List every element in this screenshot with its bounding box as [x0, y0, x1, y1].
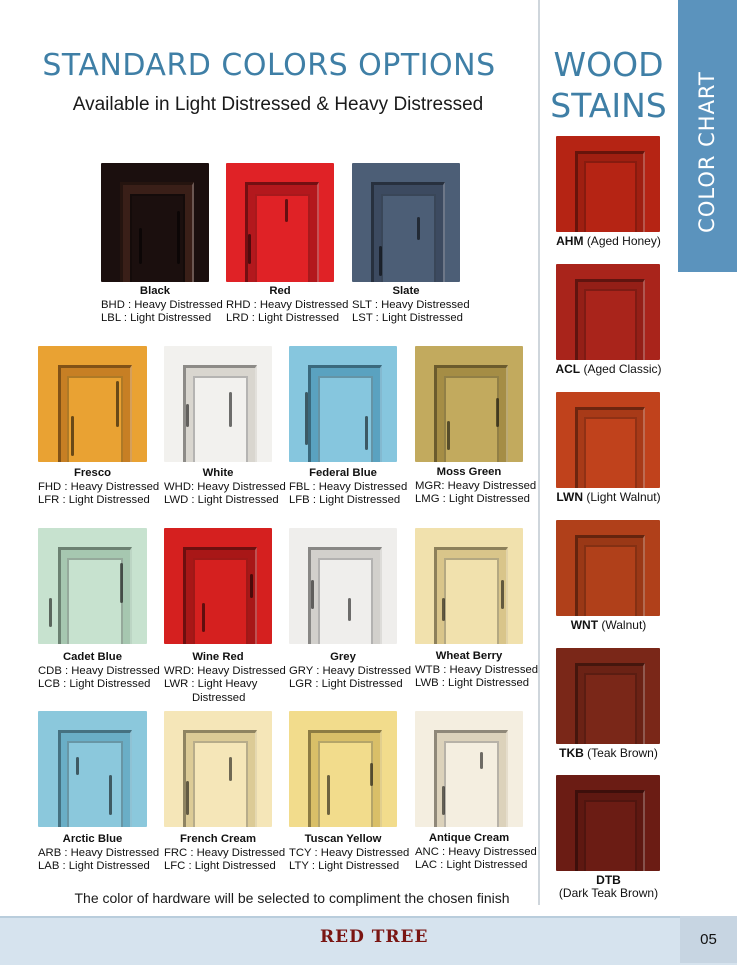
- stain-door-image: [556, 136, 660, 232]
- page-subtitle: Available in Light Distressed & Heavy Distressed: [72, 94, 484, 115]
- door-panel: [67, 376, 123, 462]
- swatch-code-row: [415, 664, 539, 678]
- distress-mark: [417, 217, 420, 241]
- swatch-door-image: [101, 163, 209, 282]
- page-number: 05: [680, 916, 737, 963]
- swatch-code: LBL: [101, 312, 124, 324]
- distress-mark: [379, 246, 382, 276]
- distress-mark: [139, 228, 142, 264]
- swatch-door-image: [415, 711, 523, 827]
- swatch-caption: [38, 651, 163, 692]
- swatch-finish: : Light Distressed: [188, 860, 276, 872]
- swatch-code: LFB: [289, 494, 313, 506]
- swatch-caption: [289, 651, 413, 692]
- distress-mark: [71, 416, 74, 457]
- swatch-code: RHD: [226, 298, 254, 311]
- swatch-code: ANC: [415, 845, 442, 858]
- swatch-code: CDB: [38, 664, 65, 677]
- swatch-code: LMG: [415, 493, 443, 505]
- door-panel: [444, 741, 499, 827]
- swatch-finish: : Heavy Distressed: [190, 846, 286, 859]
- distress-mark: [229, 392, 232, 427]
- swatch-finish: : Light Distressed: [191, 494, 279, 506]
- swatch-finish: : Heavy Distressed: [442, 845, 537, 858]
- color-chart-tab-label: COLOR CHART: [695, 71, 719, 233]
- stain-caption: [541, 363, 676, 376]
- swatch-caption: [289, 833, 413, 874]
- stain-door-image: [556, 264, 660, 360]
- swatch-caption: [38, 833, 163, 874]
- swatch-code-row: [289, 481, 413, 495]
- swatch-finish: : Light Distressed: [62, 860, 150, 872]
- swatch-finish-continued: Distressed: [192, 691, 246, 704]
- stain-door-image: [556, 648, 660, 744]
- swatch-code-row: [164, 678, 288, 692]
- swatch-code: WTB: [415, 663, 444, 676]
- door-panel: [584, 417, 637, 488]
- stain-name: (Teak Brown): [587, 746, 658, 760]
- column-divider: [538, 0, 540, 905]
- distress-mark: [177, 211, 180, 265]
- swatch-name: Wine Red: [192, 651, 244, 663]
- swatch-door-image: [38, 711, 147, 827]
- distress-mark: [186, 781, 189, 816]
- swatch-code-row: [289, 494, 413, 508]
- swatch-finish: : Heavy Distressed: [65, 664, 160, 677]
- swatch-caption: [226, 285, 350, 326]
- swatch-name: Federal Blue: [309, 467, 377, 479]
- swatch-finish: : Heavy Distressed: [443, 663, 539, 676]
- distress-mark: [442, 786, 445, 815]
- stain-name: (Aged Honey): [586, 234, 661, 248]
- swatch-code-row: [226, 312, 350, 326]
- distress-mark: [447, 421, 450, 450]
- distress-mark: [365, 416, 368, 451]
- swatch-name: Cadet Blue: [62, 651, 122, 663]
- swatch-code-row: [38, 481, 163, 495]
- swatch-code: LTY: [289, 860, 312, 872]
- distress-mark: [76, 757, 79, 774]
- swatch-name: Red: [269, 285, 291, 297]
- swatch-caption: [352, 285, 476, 326]
- swatch-door-image: [226, 163, 334, 282]
- distress-mark: [285, 199, 288, 223]
- door-panel: [584, 161, 637, 232]
- swatch-finish: : Light Distressed: [440, 859, 528, 871]
- distress-mark: [250, 574, 253, 597]
- stain-door-image: [556, 520, 660, 616]
- swatch-code: LFC: [164, 860, 189, 872]
- swatch-finish: : Light Distressed: [312, 494, 401, 506]
- swatch-code-row: [415, 677, 539, 691]
- swatch-code-row: [164, 860, 288, 874]
- swatch-door-image: [415, 346, 523, 462]
- swatch-code-row: [289, 678, 413, 692]
- door-panel: [381, 194, 436, 282]
- swatch-code-row: [415, 846, 539, 860]
- swatch-finish: : Light Distressed: [441, 677, 530, 689]
- stain-caption: [541, 747, 676, 760]
- distress-mark: [229, 757, 232, 780]
- wood-stains-title-line2: STAINS: [550, 86, 667, 125]
- swatch-name: White: [202, 467, 234, 479]
- stain-code: DTB: [596, 873, 621, 887]
- stain-code: AHM: [556, 234, 584, 248]
- swatch-code-row: [415, 859, 539, 873]
- stain-door-image: [556, 392, 660, 488]
- swatch-code-row: [38, 860, 163, 874]
- swatch-finish: : Light Distressed: [251, 312, 340, 324]
- door-panel: [584, 800, 637, 871]
- swatch-code: BHD: [101, 298, 128, 311]
- swatch-caption: [38, 467, 163, 508]
- door-panel: [584, 673, 637, 744]
- page-title: STANDARD COLORS OPTIONS: [42, 48, 496, 83]
- swatch-name: French Cream: [180, 833, 256, 845]
- distress-mark: [186, 404, 189, 427]
- swatch-caption: [101, 285, 225, 326]
- swatch-finish: : Light Distressed: [311, 860, 400, 872]
- distress-mark: [442, 598, 445, 621]
- swatch-finish: : Light Distressed: [62, 494, 150, 506]
- stain-name: (Dark Teak Brown): [558, 886, 659, 900]
- swatch-finish: Heavy Distressed: [197, 480, 286, 493]
- wood-stains-title-line1: WOOD: [553, 45, 664, 84]
- swatch-code: LST: [352, 312, 376, 324]
- swatch-code: FRC: [164, 846, 191, 859]
- swatch-name: Arctic Blue: [62, 833, 123, 845]
- swatch-finish: : Heavy Distressed: [128, 298, 223, 311]
- swatch-code: LGR: [289, 678, 316, 690]
- swatch-finish: : Heavy Distressed: [314, 846, 410, 859]
- swatch-code-row: [352, 312, 476, 326]
- swatch-door-image: [289, 711, 397, 827]
- swatch-finish: : Heavy Distressed: [374, 298, 470, 311]
- distress-mark: [311, 580, 314, 609]
- swatch-caption: [164, 467, 288, 508]
- swatch-caption: [415, 466, 539, 507]
- swatch-name: Black: [139, 285, 171, 297]
- wood-stains-title: [541, 44, 676, 126]
- swatch-code-row: [38, 665, 163, 679]
- swatch-code-row: [226, 299, 350, 313]
- swatch-door-image: [164, 346, 272, 462]
- swatch-finish: : Heavy Distressed: [253, 298, 349, 311]
- swatch-finish: : Light Heavy: [191, 678, 258, 690]
- swatch-code: GRY: [289, 664, 317, 677]
- swatch-code-row: [38, 494, 163, 508]
- swatch-finish: : Heavy Distressed: [312, 480, 408, 493]
- swatch-door-image: [289, 346, 397, 462]
- swatch-finish: : Light Distressed: [375, 312, 463, 324]
- swatch-code-row: [164, 665, 288, 679]
- stain-caption: [541, 491, 676, 504]
- swatch-code: FBL: [289, 480, 313, 493]
- distress-mark: [327, 775, 330, 816]
- swatch-code-row: [101, 312, 225, 326]
- door-panel: [584, 289, 637, 360]
- stain-name: (Aged Classic): [583, 362, 662, 376]
- swatch-caption: [415, 832, 539, 873]
- swatch-caption: [289, 467, 413, 508]
- stain-name: (Walnut): [601, 618, 647, 632]
- stain-code: TKB: [559, 746, 584, 760]
- swatch-code: LWB: [415, 677, 442, 689]
- swatch-name: Tuscan Yellow: [304, 833, 382, 845]
- swatch-code: LCB: [38, 678, 64, 690]
- swatch-code-row: [289, 665, 413, 679]
- swatch-code: LFR: [38, 494, 63, 506]
- swatch-code-row: [38, 678, 163, 692]
- door-panel: [67, 558, 123, 644]
- swatch-name: Grey: [330, 651, 356, 663]
- red-tree-logo: RED TREE: [320, 927, 429, 947]
- swatch-code-row: [38, 847, 163, 861]
- swatch-finish: : Heavy Distressed: [64, 846, 160, 859]
- door-panel: [584, 545, 637, 616]
- distress-mark: [348, 598, 351, 621]
- swatch-finish: : Light Distressed: [442, 493, 530, 505]
- door-panel: [444, 558, 499, 644]
- distress-mark: [49, 598, 52, 627]
- swatch-code-row: [415, 493, 539, 507]
- swatch-finish: : Light Distressed: [63, 678, 151, 690]
- swatch-code: LWR: [164, 678, 192, 690]
- stain-caption: [541, 619, 676, 632]
- swatch-code: LRD: [226, 312, 252, 324]
- stain-door-image: [556, 775, 660, 871]
- swatch-code: LAC: [415, 859, 441, 871]
- swatch-name: Slate: [392, 285, 420, 297]
- swatch-code: LWD: [164, 494, 192, 506]
- swatch-code-row: [289, 860, 413, 874]
- swatch-code-row: [289, 847, 413, 861]
- distress-mark: [501, 580, 504, 609]
- door-panel: [444, 376, 499, 462]
- distress-mark: [305, 392, 308, 444]
- swatch-name: Moss Green: [436, 466, 502, 478]
- distress-mark: [120, 563, 123, 604]
- swatch-code-row: [164, 481, 288, 495]
- swatch-code-row: [164, 494, 288, 508]
- door-panel: [255, 194, 310, 282]
- swatch-door-image: [164, 528, 272, 644]
- distress-mark: [370, 763, 373, 786]
- door-panel: [318, 558, 373, 644]
- stain-code: ACL: [555, 362, 581, 376]
- swatch-code-row: [164, 847, 288, 861]
- swatch-finish: : Heavy Distressed: [316, 664, 412, 677]
- swatch-code-row: [352, 299, 476, 313]
- swatch-code: FHD: [38, 480, 65, 493]
- swatch-caption: [164, 651, 288, 705]
- swatch-caption: [164, 833, 288, 874]
- distress-mark: [109, 775, 112, 816]
- swatch-door-image: [415, 528, 523, 644]
- distress-mark: [496, 398, 499, 427]
- door-panel: [193, 741, 248, 827]
- swatch-finish: Heavy Distressed: [447, 479, 537, 492]
- swatch-door-image: [38, 528, 147, 644]
- door-panel: [67, 741, 123, 827]
- distress-mark: [202, 603, 205, 632]
- swatch-door-image: [38, 346, 147, 462]
- swatch-finish: : Heavy Distressed: [64, 480, 160, 493]
- swatch-door-image: [164, 711, 272, 827]
- swatch-code: TCY: [289, 846, 315, 859]
- swatch-code: MGR:: [415, 479, 448, 492]
- swatch-finish: : Light Distressed: [315, 678, 403, 690]
- distress-mark: [480, 752, 483, 769]
- stain-caption: [541, 235, 676, 248]
- swatch-finish: : Light Distressed: [123, 312, 212, 324]
- swatch-code-row: [415, 480, 539, 494]
- swatch-door-image: [289, 528, 397, 644]
- stain-name: (Light Walnut): [586, 490, 661, 504]
- swatch-finish: Heavy Distressed: [197, 664, 286, 677]
- swatch-code: SLT: [352, 298, 375, 311]
- stain-code: WNT: [570, 618, 599, 632]
- hardware-note: The color of hardware will be selected to compliment the chosen finish: [74, 890, 510, 906]
- swatch-name: Wheat Berry: [435, 650, 503, 662]
- swatch-code: WRD:: [164, 664, 198, 677]
- swatch-code: ARB: [38, 846, 65, 859]
- distress-mark: [248, 234, 251, 264]
- swatch-door-image: [352, 163, 460, 282]
- swatch-code-row: [101, 299, 225, 313]
- swatch-caption: [415, 650, 539, 691]
- swatch-code: LAB: [38, 860, 63, 872]
- stain-code: LWN: [556, 490, 584, 504]
- door-panel: [193, 376, 248, 462]
- swatch-code: WHD:: [164, 480, 198, 493]
- swatch-name: Fresco: [73, 467, 112, 479]
- swatch-name: Antique Cream: [428, 832, 510, 844]
